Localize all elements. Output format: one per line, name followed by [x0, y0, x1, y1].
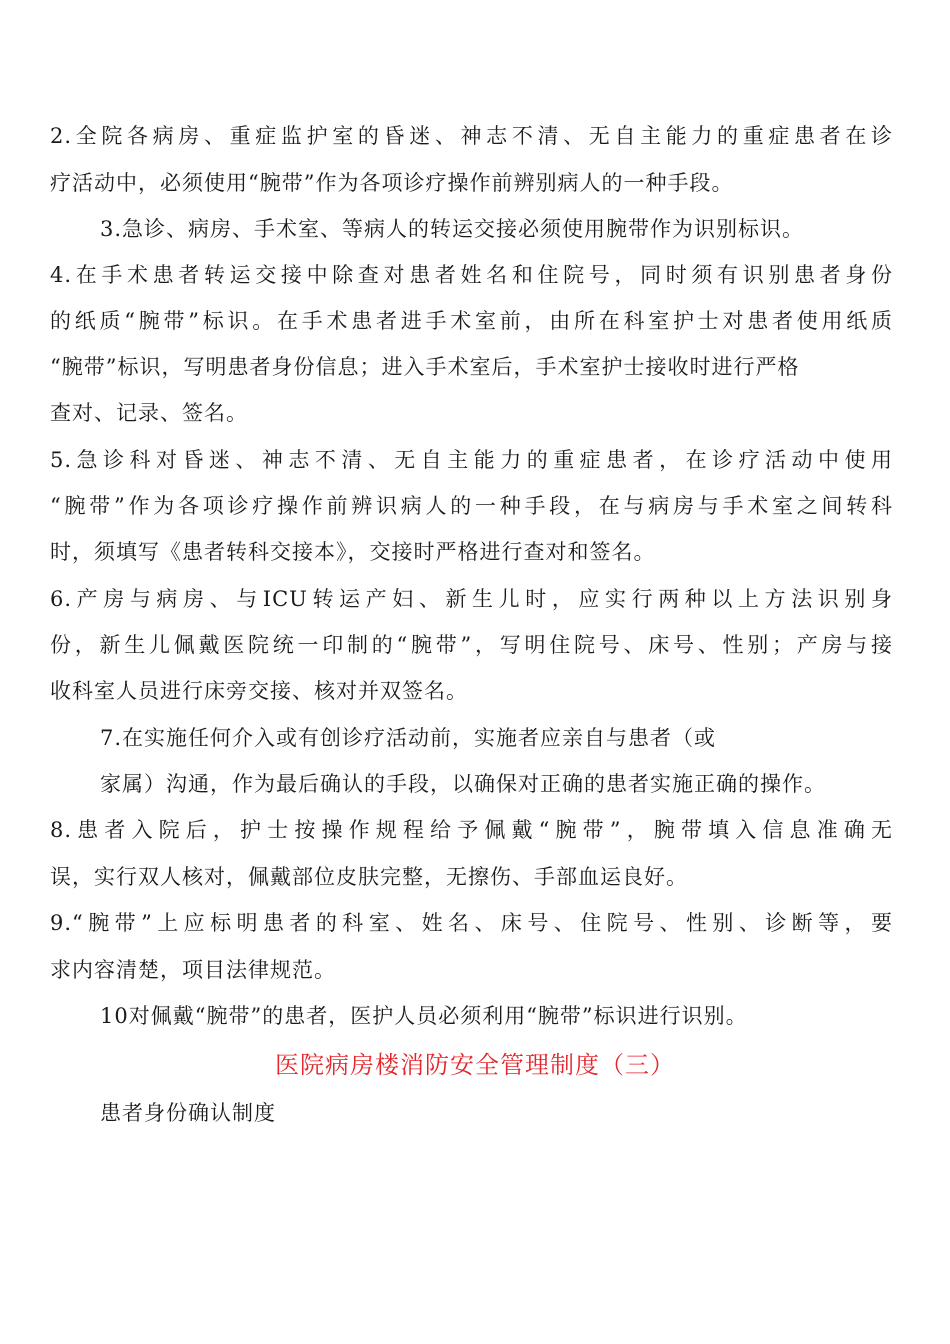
- subtitle: 患者身份确认制度: [100, 1101, 276, 1125]
- paragraph-7-line-2: 家属）沟通，作为最后确认的手段，以确保对正确的患者实施正确的操作。: [100, 772, 826, 796]
- paragraph-6-line-1: 6.产房与病房、与ICU转运产妇、新生儿时，应实行两种以上方法识别身: [50, 587, 893, 611]
- paragraph-4-line-1: 4.在手术患者转运交接中除查对患者姓名和住院号，同时须有识别患者身份: [50, 263, 893, 287]
- paragraph-4-line-2: 的纸质“腕带”标识。在手术患者进手术室前，由所在科室护士对患者使用纸质: [50, 309, 893, 333]
- paragraph-5-line-2: “腕带”作为各项诊疗操作前辨识病人的一种手段，在与病房与手术室之间转科: [50, 494, 893, 518]
- paragraph-6-line-2: 份，新生儿佩戴医院统一印制的“腕带”，写明住院号、床号、性别；产房与接: [50, 633, 893, 657]
- paragraph-7-line-1: 7.在实施任何介入或有创诊疗活动前，实施者应亲自与患者（或: [100, 726, 717, 750]
- paragraph-6-line-3: 收科室人员进行床旁交接、核对并双签名。: [50, 679, 468, 703]
- paragraph-8-line-2: 误，实行双人核对，佩戴部位皮肤完整，无擦伤、手部血运良好。: [50, 865, 688, 889]
- paragraph-2-line-2: 疗活动中，必须使用“腕带”作为各项诊疗操作前辨别病人的一种手段。: [50, 171, 734, 195]
- paragraph-5-line-3: 时，须填写《患者转科交接本》，交接时严格进行查对和签名。: [50, 540, 656, 564]
- paragraph-4-line-4: 查对、记录、签名。: [50, 401, 248, 425]
- paragraph-4-line-3: “腕带”标识，写明患者身份信息；进入手术室后，手术室护士接收时进行严格: [50, 355, 800, 379]
- paragraph-3-line-1: 3.急诊、病房、手术室、等病人的转运交接必须使用腕带作为识别标识。: [100, 217, 805, 241]
- paragraph-10-line-1: 10对佩戴“腕带”的患者，医护人员必须利用“腕带”标识进行识别。: [100, 1004, 748, 1028]
- section-title: 医院病房楼消防安全管理制度（三）: [275, 1051, 675, 1079]
- paragraph-9-line-2: 求内容清楚，项目法律规范。: [50, 958, 336, 982]
- paragraph-9-line-1: 9.“腕带”上应标明患者的科室、姓名、床号、住院号、性别、诊断等，要: [50, 911, 893, 935]
- paragraph-2-line-1: 2.全院各病房、重症监护室的昏迷、神志不清、无自主能力的重症患者在诊: [50, 124, 893, 148]
- paragraph-5-line-1: 5.急诊科对昏迷、神志不清、无自主能力的重症患者，在诊疗活动中使用: [50, 448, 893, 472]
- paragraph-8-line-1: 8.患者入院后，护士按操作规程给予佩戴“腕带”，腕带填入信息准确无: [50, 818, 893, 842]
